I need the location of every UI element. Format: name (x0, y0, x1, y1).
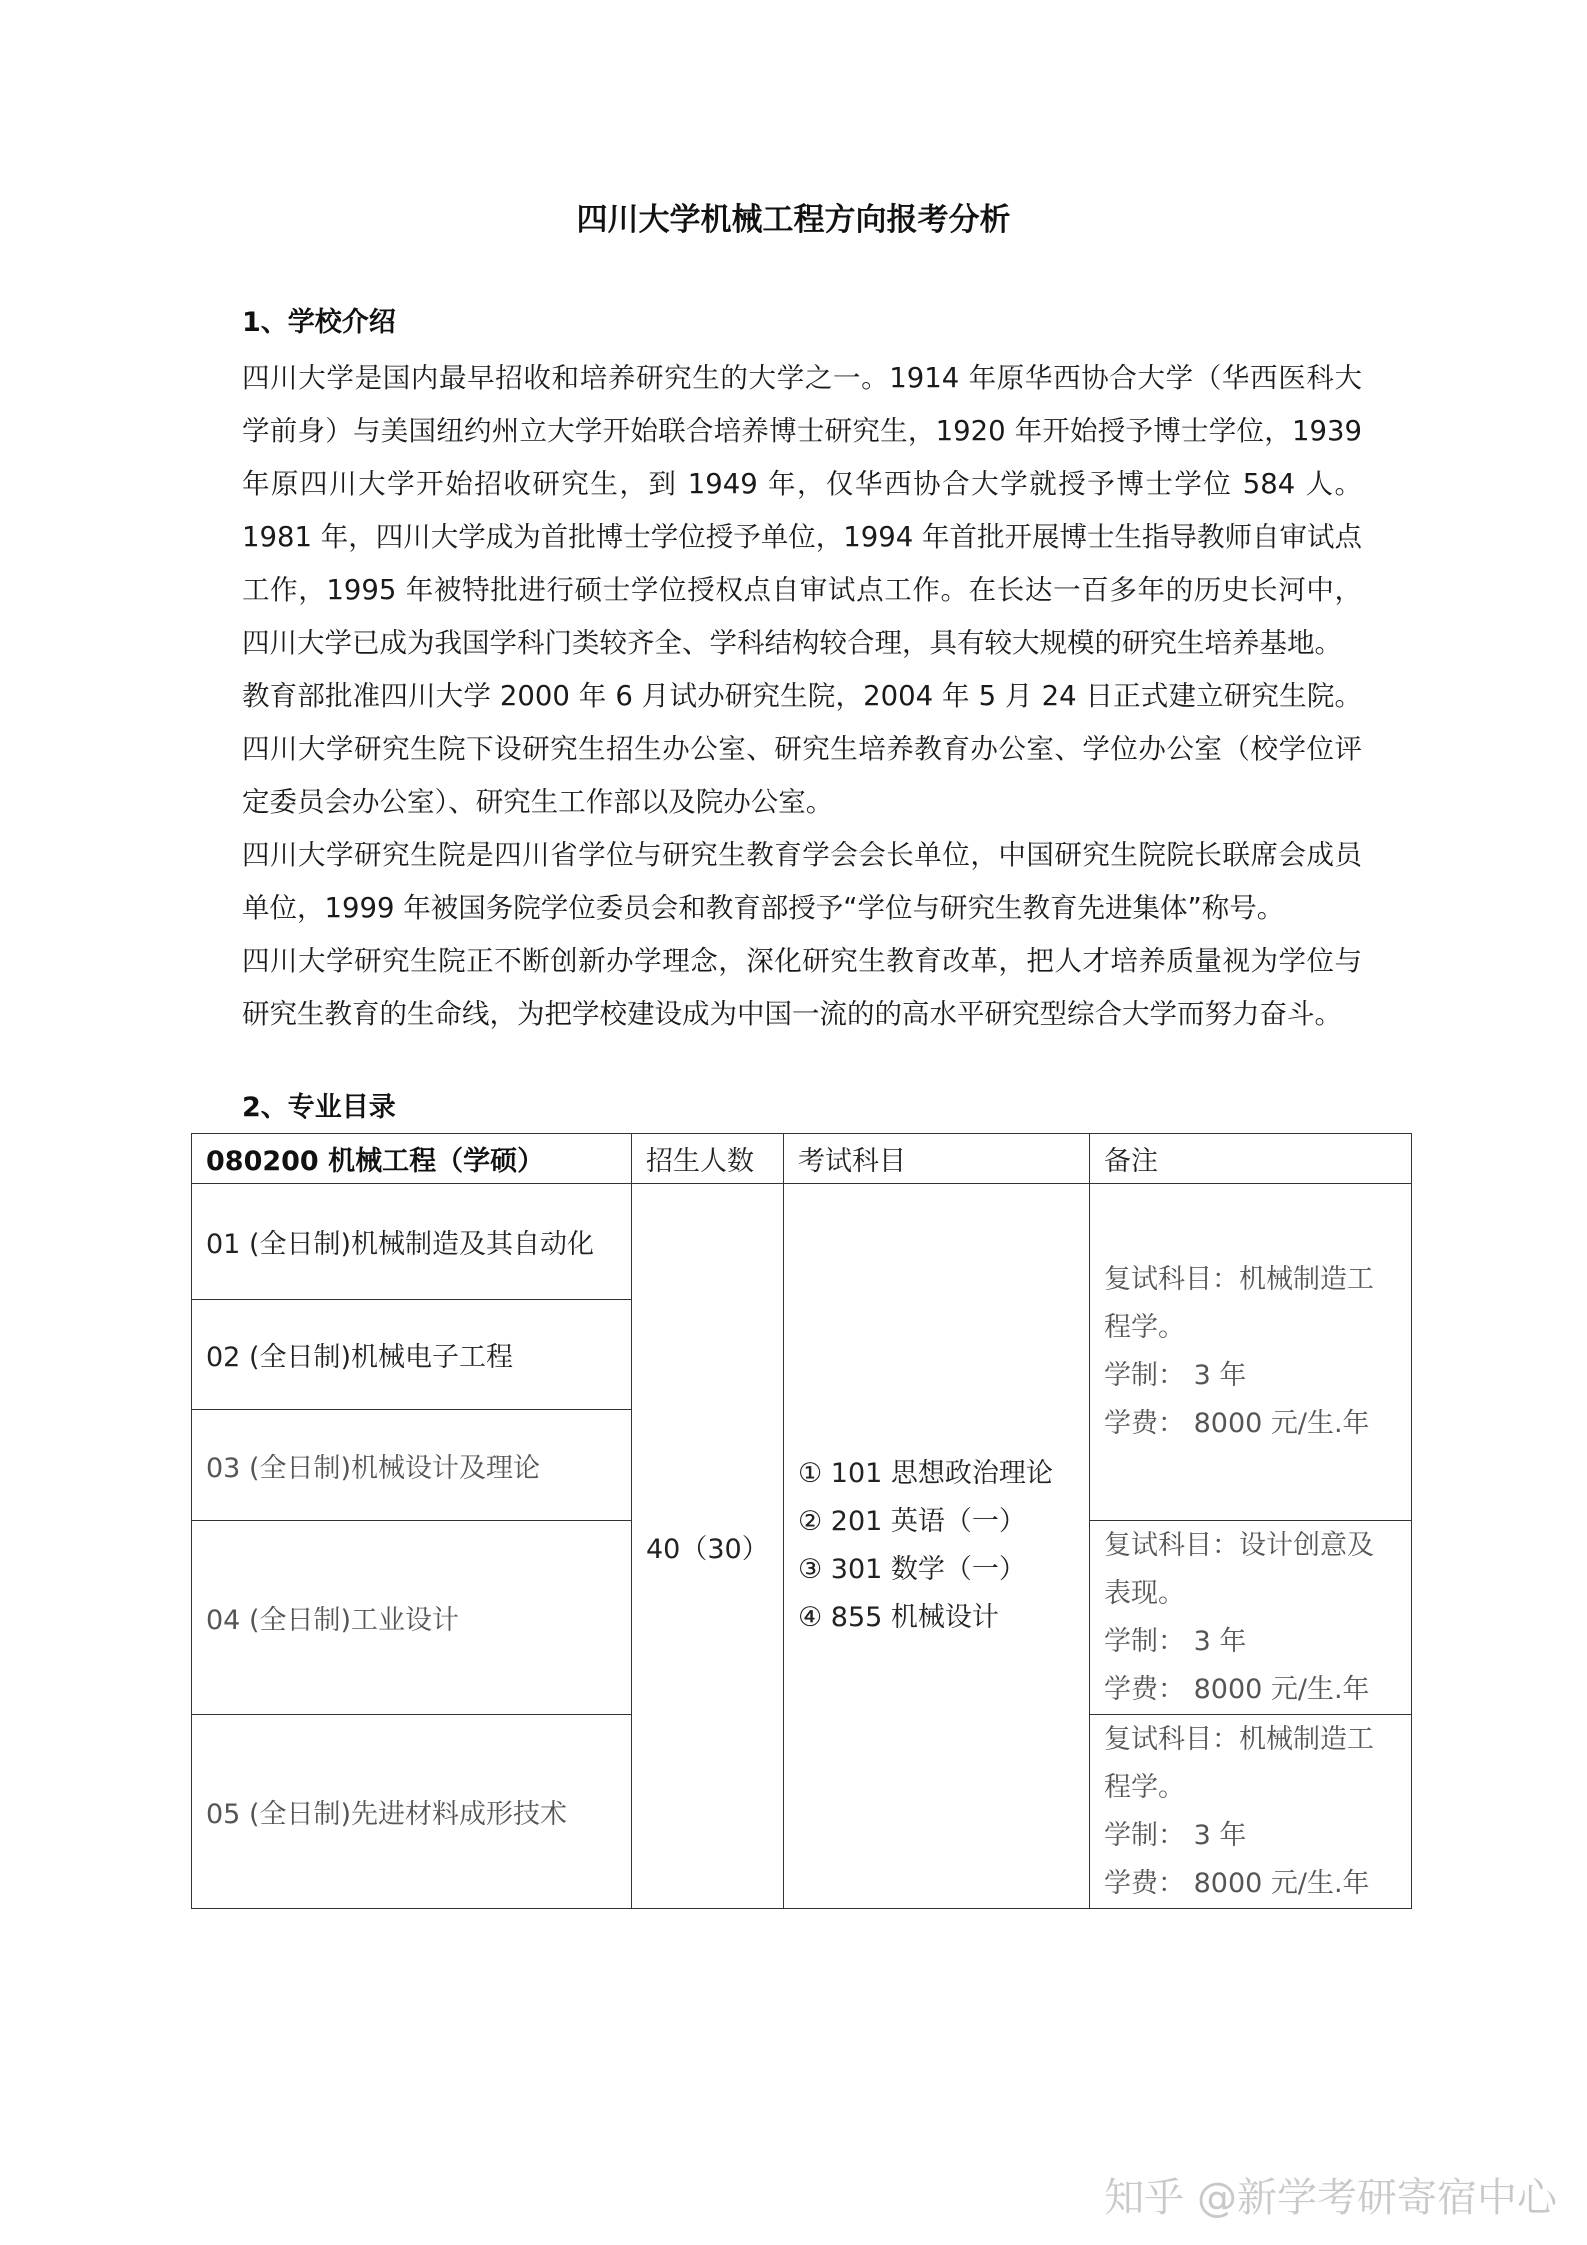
header-exam-subjects: 考试科目 (784, 1134, 1090, 1184)
note-duration: 学制： 3 年 (1104, 1360, 1247, 1391)
note-fee: 学费： 8000 元/生.年 (1104, 1867, 1370, 1899)
exam-subject-item: ④ 855 机械设计 (798, 1602, 999, 1633)
note-cell (1090, 1715, 1412, 1909)
intro-paragraph: 教育部批准四川大学 2000 年 6 月试办研究生院，2004 年 5 月 24 日正式建立研究生院。四川大学研究生院下设研究生招生办公室、研究生培养教育办公室、学位办公室（校学位评定委员会办公室）、研究生工作部以及院办公室。 (242, 680, 1362, 818)
section-heading-program-catalog: 2、专业目录 (242, 1092, 396, 1123)
direction-cell: 03 (全日制)机械设计及理论 (192, 1410, 632, 1521)
page-title: 四川大学机械工程方向报考分析 (576, 202, 1011, 238)
intro-paragraph: 四川大学研究生院正不断创新办学理念，深化研究生教育改革，把人才培养质量视为学位与研究生教育的生命线，为把学校建设成为中国一流的的高水平研究型综合大学而努力奋斗。 (242, 945, 1362, 1030)
exam-subject-item: ③ 301 数学（一） (798, 1554, 1026, 1585)
note-duration: 学制： 3 年 (1104, 1625, 1247, 1657)
table-header-row (192, 1134, 1412, 1184)
header-notes: 备注 (1090, 1134, 1412, 1184)
table-row (192, 1184, 1412, 1300)
direction-cell: 01 (全日制)机械制造及其自动化 (192, 1184, 632, 1300)
exam-subject-item: ① 101 思想政治理论 (798, 1458, 1053, 1489)
note-cell (1090, 1521, 1412, 1715)
direction-cell: 04 (全日制)工业设计 (192, 1521, 632, 1715)
intro-paragraph: 四川大学研究生院是四川省学位与研究生教育学会会长单位，中国研究生院院长联席会成员单位，1999 年被国务院学位委员会和教育部授予“学位与研究生教育先进集体”称号。 (242, 839, 1362, 924)
exam-subject-item: ② 201 英语（一） (798, 1506, 1026, 1537)
direction-cell: 05 (全日制)先进材料成形技术 (192, 1715, 632, 1909)
note-fee: 学费： 8000 元/生.年 (1104, 1408, 1370, 1439)
note-duration: 学制： 3 年 (1104, 1819, 1247, 1851)
note-fee: 学费： 8000 元/生.年 (1104, 1673, 1370, 1705)
direction-cell: 02 (全日制)机械电子工程 (192, 1300, 632, 1410)
school-intro-text (242, 352, 1362, 1041)
note-retest: 复试科目：设计创意及表现。 (1104, 1529, 1374, 1609)
note-retest: 复试科目：机械制造工程学。 (1104, 1723, 1374, 1803)
watermark: 知乎 @新学考研寄宿中心 (1104, 2175, 1557, 2221)
note-cell (1090, 1184, 1412, 1521)
section-heading-school-intro: 1、学校介绍 (242, 307, 396, 338)
header-major: 080200 机械工程（学硕） (192, 1134, 632, 1184)
header-enrollment: 招生人数 (632, 1134, 784, 1184)
note-retest: 复试科目：机械制造工程学。 (1104, 1264, 1374, 1343)
exam-subjects-cell (784, 1184, 1090, 1909)
intro-paragraph: 四川大学是国内最早招收和培养研究生的大学之一。1914 年原华西协合大学（华西医科大学前身）与美国纽约州立大学开始联合培养博士研究生，1920 年开始授予博士学位，1939 年原四川大学开始招收研究生，到 1949 年，仅华西协合大学就授予博士学位 584 人。1981 年，四川大学成为首批博士学位授予单位，1994 年首批开展博士生指导教师自审试点工作，1995 年被特批进行硕士学位授权点自审试点工作。在长达一百多年的历史长河中，四川大学已成为我国学科门类较齐全、学科结构较合理，具有较大规模的研究生培养基地。 (242, 362, 1362, 659)
enrollment-cell: 40（30） (632, 1184, 784, 1909)
program-catalog-table (191, 1133, 1412, 1909)
